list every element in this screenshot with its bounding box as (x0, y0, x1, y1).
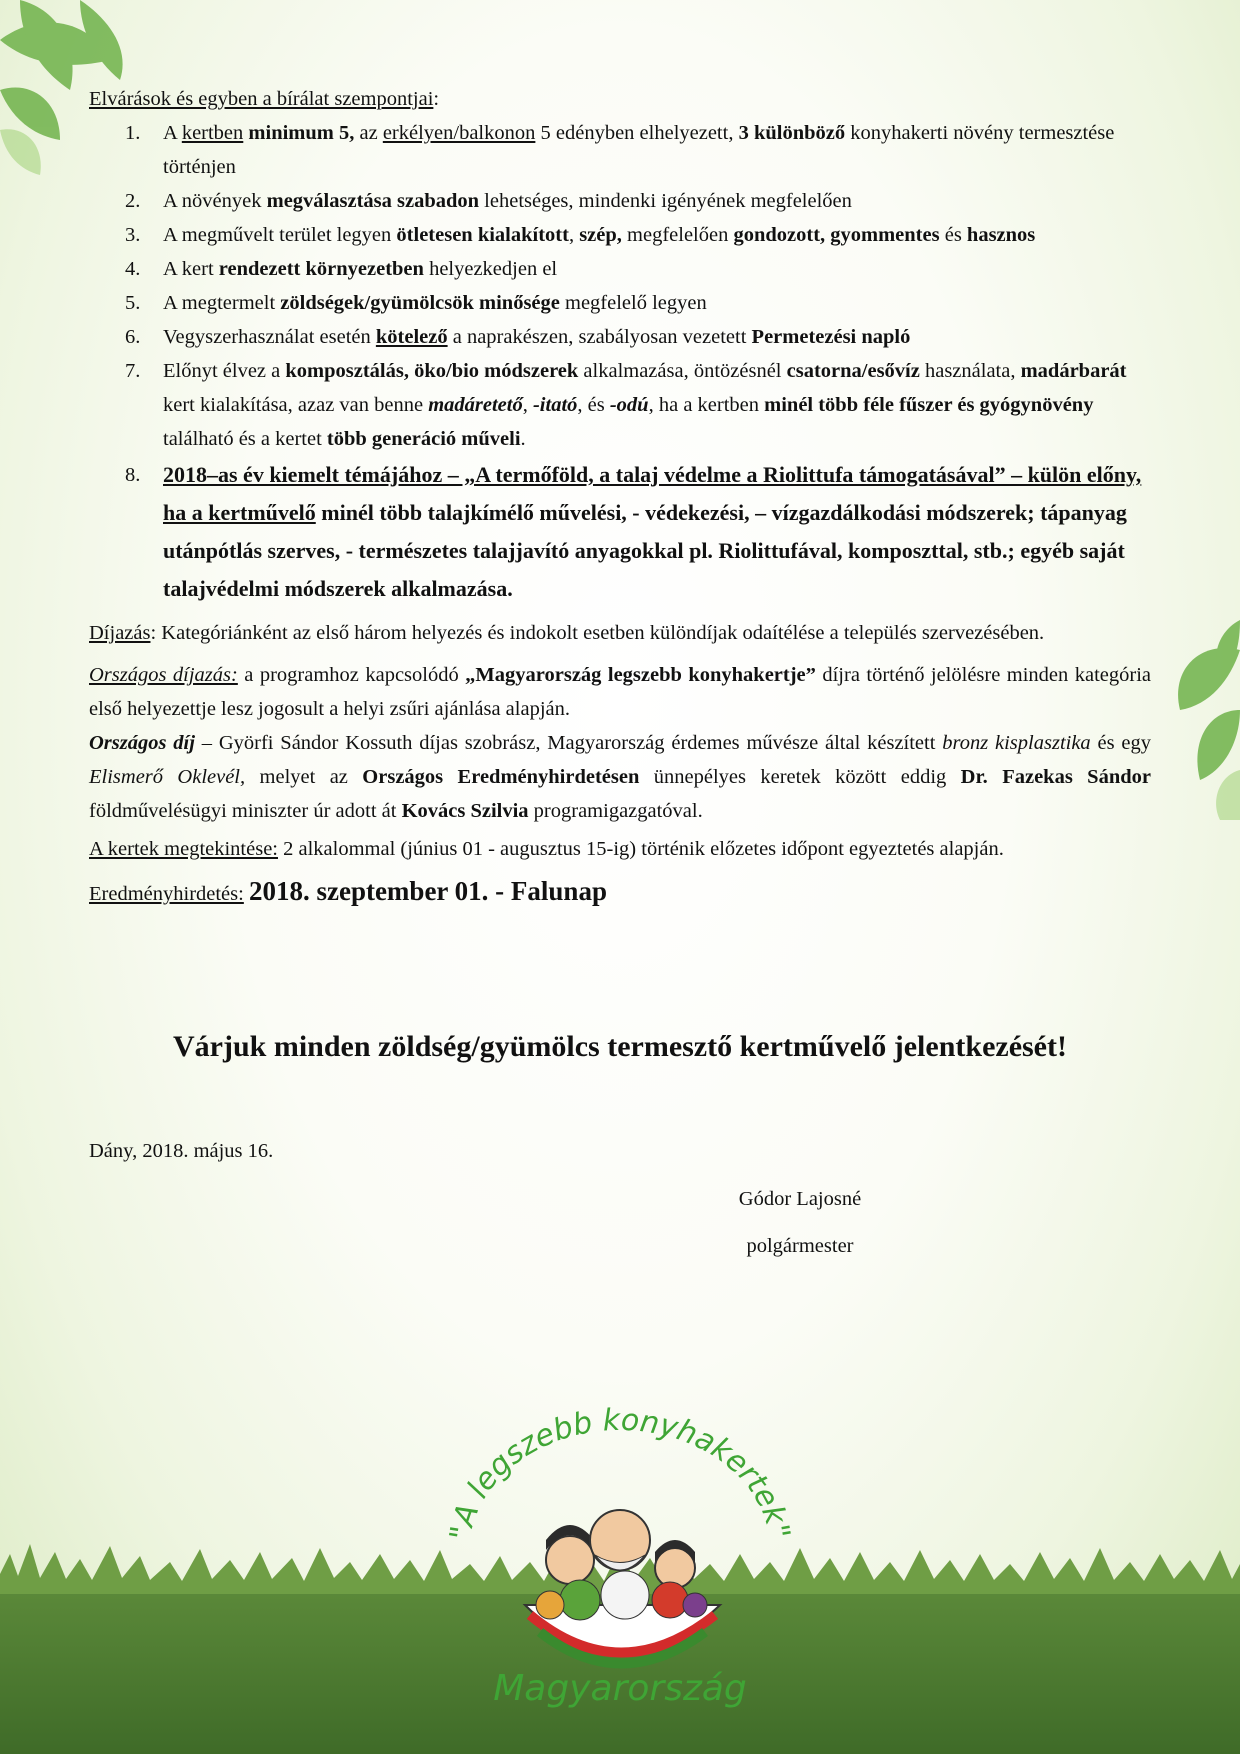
logo-top-text: "A legszebb konyhakertek" (443, 1402, 797, 1543)
prize-paragraph: Díjazás: Kategóriánként az első három helyezés és indokolt esetben különdíjak odaítélése a település szervezésében. (89, 622, 1045, 644)
requirement-3: 3. A megművelt terület legyen ötletesen kialakított, szép, megfelelően gondozott, gyommentes és hasznos (125, 224, 1036, 246)
konyhakertek-logo (430, 1400, 810, 1730)
visit-paragraph: A kertek megtekintése: 2 alkalommal (június 01 - augusztus 15-ig) történik előzetes időpont egyeztetés alapján. (89, 838, 1004, 860)
signatory-title: polgármester (746, 1235, 854, 1257)
section-heading: Elvárások és egyben a bírálat szempontjai: (89, 88, 440, 110)
requirement-5: 5. A megtermelt zöldségek/gyümölcsök minősége megfelelő legyen (125, 292, 707, 314)
national-prize-paragraph: Országos díjazás: a programhoz kapcsolódó „Magyarország legszebb konyhakertje” díjra történő jelölésre minden kategória első helyezettje lesz jogosult a helyi zsűri ajánlása alapján. (89, 664, 1151, 720)
requirement-7: 7. Előnyt élvez a komposztálás, öko/bio módszerek alkalmazása, öntözésnél csatorna/esővíz használata, madárbarát kert kialakítása, azaz van benne madáretető, -itató, és -odú, ha a kertben minél több féle fűszer és gyógynövény található és a kertet több generáció műveli. (125, 360, 1127, 450)
requirement-2: 2. A növények megválasztása szabadon lehetséges, mindenki igényének megfelelően (125, 190, 852, 212)
requirement-1: 1. A kertben minimum 5, az erkélyen/balkonon 5 edényben elhelyezett, 3 különböző konyhakerti növény termesztése történjen (125, 122, 1115, 178)
logo-bottom-text: Magyarország (493, 1668, 747, 1709)
results-paragraph: Eredményhirdetés: 2018. szeptember 01. - Falunap (89, 876, 607, 906)
requirement-6: 6. Vegyszerhasználat esetén kötelező a naprakészen, szabályosan vezetett Permetezési napló (125, 326, 911, 348)
signatory-name: Gódor Lajosné (738, 1188, 862, 1210)
document-body (89, 82, 1151, 911)
requirements-list (89, 116, 1151, 608)
place-and-date: Dány, 2018. május 16. (89, 1140, 274, 1162)
call-to-action: Várjuk minden zöldség/gyümölcs termesztő kertművelő jelentkezését! (173, 1030, 1067, 1063)
national-award-paragraph: Országos díj – Györfi Sándor Kossuth díjas szobrász, Magyarország érdemes művésze által készített bronz kisplasztika és egy Elismerő Oklevél, melyet az Országos Eredményhirdetésen ünnepélyes keretek között eddig Dr. Fazekas Sándor földművelésügyi miniszter úr adott át Kovács Szilvia programigazgatóval. (89, 732, 1152, 822)
requirement-8: 8. 2018–as év kiemelt témájához – „A termőföld, a talaj védelme a Riolittufa támogatásával” – külön előny, ha a kertművelő minél több talajkímélő művelési, - védekezési, – vízgazdálkodási módszerek; tápanyag utánpótlás szerves, - természetes talajjavító anyagokkal pl. Riolittufával, komposzttal, stb.; egyéb saját talajvédelmi módszerek alkalmazása. (125, 462, 1142, 601)
requirement-4: 4. A kert rendezett környezetben helyezkedjen el (125, 258, 558, 280)
